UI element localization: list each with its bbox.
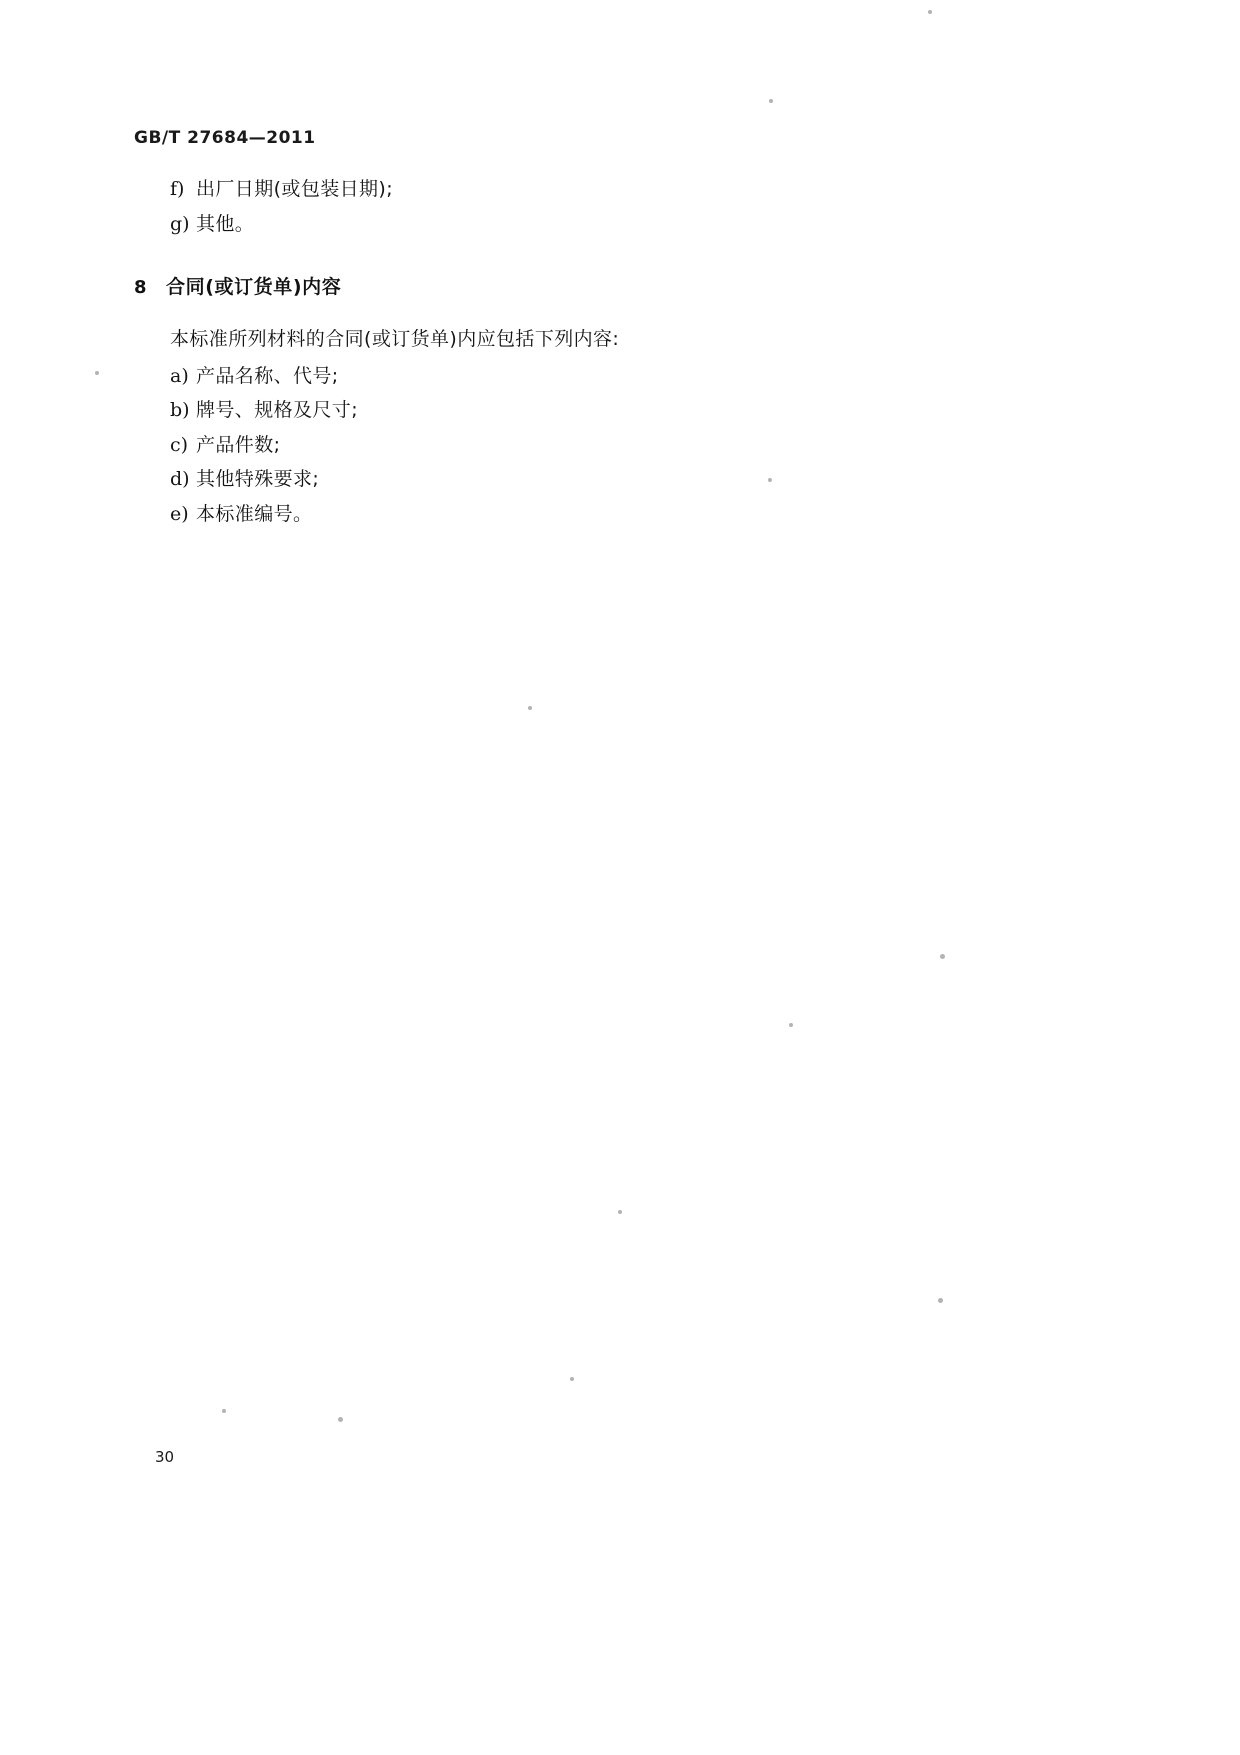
list-item xyxy=(134,211,1034,239)
list-text: 出厂日期(或包装日期); xyxy=(196,178,394,200)
list-item xyxy=(134,466,1034,494)
scan-speck xyxy=(528,706,532,710)
list-text: 其他。 xyxy=(196,212,255,235)
scan-speck xyxy=(222,1409,226,1413)
list-item xyxy=(134,176,1034,204)
list-text: 牌号、规格及尺寸; xyxy=(196,399,359,422)
list-item xyxy=(134,501,1034,529)
clause-intro-paragraph: 本标准所列材料的合同(或订货单)内应包括下列内容: xyxy=(170,328,620,351)
scan-speck xyxy=(769,99,773,103)
continued-list xyxy=(134,176,1034,238)
page-body xyxy=(134,176,1034,535)
clause-heading xyxy=(134,272,1034,299)
list-text: 产品名称、代号; xyxy=(196,364,339,387)
scan-speck xyxy=(938,1298,943,1303)
standard-number-header: GB/T 27684—2011 xyxy=(134,128,316,148)
list-marker: f) xyxy=(170,178,185,200)
list-marker: a) xyxy=(170,364,189,387)
clause-title: 合同(或订货单)内容 xyxy=(166,276,342,299)
list-marker: g) xyxy=(170,212,190,235)
scan-speck xyxy=(570,1377,574,1381)
list-text: 产品件数; xyxy=(196,433,281,456)
list-item xyxy=(134,397,1034,425)
scan-speck xyxy=(928,10,932,14)
page-number: 30 xyxy=(155,1448,175,1466)
scan-speck xyxy=(940,954,945,959)
list-marker: c) xyxy=(170,433,189,456)
list-item xyxy=(134,432,1034,460)
list-marker: d) xyxy=(170,468,190,491)
scan-speck xyxy=(95,371,99,375)
list-text: 其他特殊要求; xyxy=(196,468,320,491)
list-item xyxy=(134,363,1034,391)
scan-speck xyxy=(338,1417,343,1422)
list-marker: e) xyxy=(170,502,189,525)
clause-item-list xyxy=(134,363,1034,529)
scan-speck xyxy=(789,1023,793,1027)
list-marker: b) xyxy=(170,399,190,422)
clause-number: 8 xyxy=(134,277,147,299)
list-text: 本标准编号。 xyxy=(196,502,313,525)
scan-speck xyxy=(618,1210,622,1214)
